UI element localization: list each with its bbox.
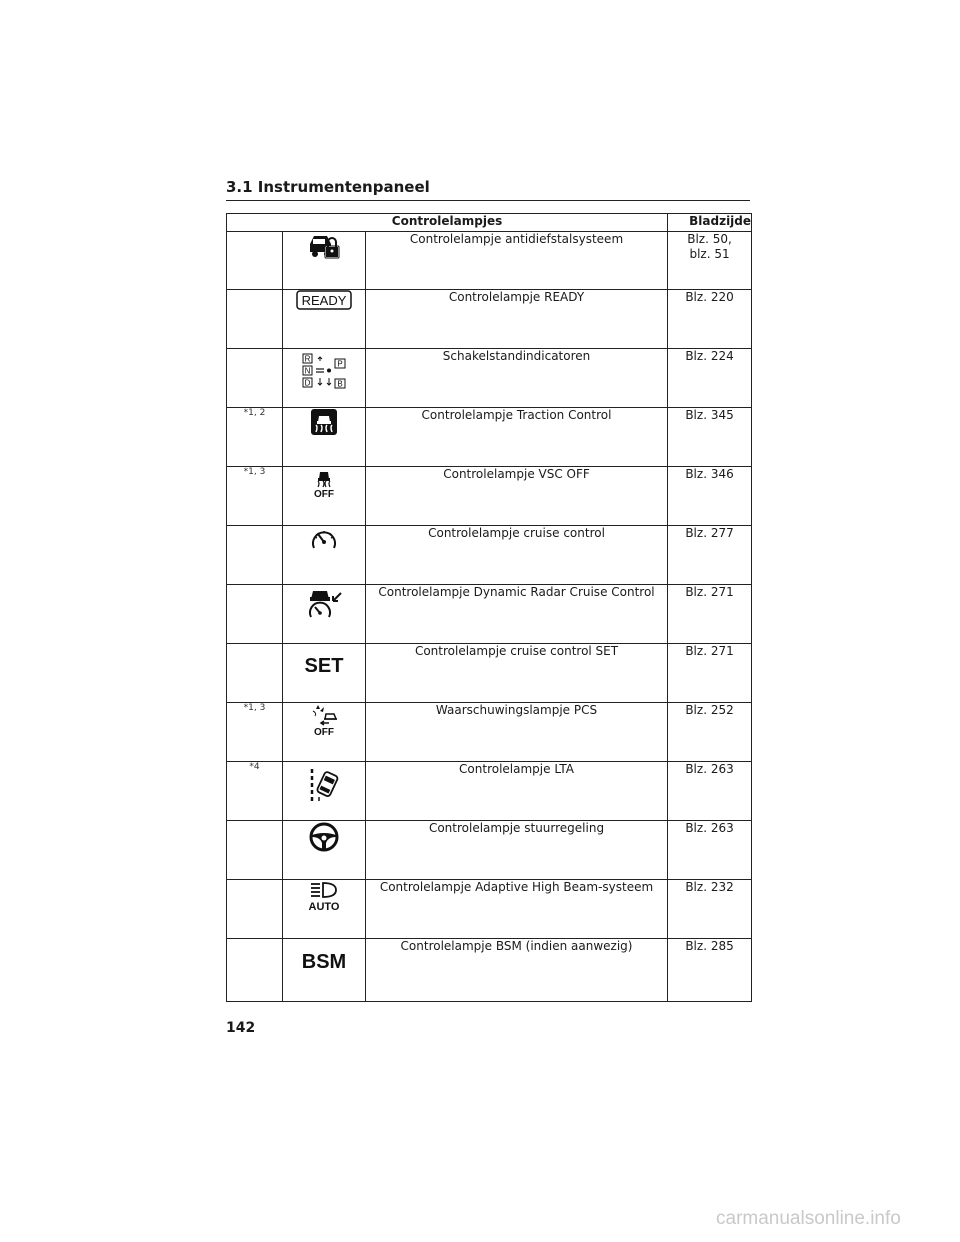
ready-badge-icon [296,290,352,310]
table-row [227,762,752,821]
pcs-off-icon [309,703,339,737]
row-note [227,644,283,703]
vsc-off-icon [310,467,338,499]
table-row [227,644,752,703]
table-row [227,349,752,408]
watermark: carmanualsonline.info [716,1208,901,1229]
lamp-description: Controlelampje cruise control SET [366,644,668,703]
table-row [227,939,752,1002]
page-reference: Blz. 271 [685,644,734,658]
table-row [227,467,752,526]
shift-letter: N [304,366,311,376]
page-reference: Blz. 346 [685,467,734,481]
pcs-off-text: OFF [314,727,334,737]
vsc-off-text: OFF [314,489,334,499]
lamp-description: Controlelampje READY [366,290,668,349]
page-reference: Blz. 252 [685,703,734,717]
row-note [227,821,283,880]
row-note [227,232,283,290]
lamp-description: Controlelampje VSC OFF [366,467,668,526]
page-reference: Blz. 271 [685,585,734,599]
cruise-control-icon [309,526,339,554]
lamp-description: Controlelampje BSM (indien aanwezig) [366,939,668,1002]
page-reference: Blz. 220 [685,290,734,304]
indicator-lamp-table [226,213,752,1002]
page-reference: blz. 51 [689,247,730,261]
column-header-lamps: Controlelampjes [227,214,668,232]
set-text: SET [304,655,344,676]
table-row [227,232,752,290]
row-note: *1, 2 [227,408,283,467]
row-note [227,880,283,939]
steering-wheel-icon [308,821,340,853]
table-row [227,526,752,585]
page-number: 142 [226,1020,256,1036]
ready-badge-text: READY [301,293,347,308]
bsm-text: BSM [301,951,347,973]
bsm-text-icon [299,949,349,973]
row-note [227,290,283,349]
table-row [227,290,752,349]
lamp-description: Controlelampje stuurregeling [366,821,668,880]
page-reference: Blz. 263 [685,821,734,835]
shift-position-icon [301,353,347,389]
traction-control-icon [310,408,338,436]
lamp-description: Controlelampje Dynamic Radar Cruise Control [366,585,668,644]
page-reference: Blz. 50, [687,232,732,246]
lta-lane-icon [309,767,339,803]
row-note [227,939,283,1002]
row-note [227,526,283,585]
lamp-description: Controlelampje cruise control [366,526,668,585]
table-row [227,880,752,939]
shift-letter: R [304,354,311,364]
page-reference: Blz. 345 [685,408,734,422]
row-note [227,349,283,408]
table-row [227,408,752,467]
lamp-description: Waarschuwingslampje PCS [366,703,668,762]
table-row [227,585,752,644]
shift-letter: B [337,379,343,389]
shift-letter: D [304,378,311,388]
anti-theft-lock-car-icon [307,232,341,260]
lamp-description: Schakelstandindicatoren [366,349,668,408]
table-row [227,703,752,762]
set-text-icon [304,654,344,676]
row-note: *1, 3 [227,703,283,762]
row-note [227,585,283,644]
page-reference: Blz. 277 [685,526,734,540]
lamp-description: Controlelampje LTA [366,762,668,821]
page-reference: Blz. 285 [685,939,734,953]
auto-text: AUTO [308,901,340,912]
page-reference: Blz. 263 [685,762,734,776]
page-reference: Blz. 232 [685,880,734,894]
lamp-description: Controlelampje Adaptive High Beam-systeem [366,880,668,939]
shift-letter: P [337,359,343,369]
lamp-description: Controlelampje Traction Control [366,408,668,467]
table-row [227,821,752,880]
column-header-page: Bladzijde [668,214,752,232]
lamp-description: Controlelampje antidiefstalsysteem [366,232,668,290]
row-note: *4 [227,762,283,821]
auto-high-beam-icon [306,880,342,912]
row-note: *1, 3 [227,467,283,526]
section-title: 3.1 Instrumentenpaneel [226,178,750,201]
page-reference: Blz. 224 [685,349,734,363]
radar-cruise-icon [305,585,343,619]
